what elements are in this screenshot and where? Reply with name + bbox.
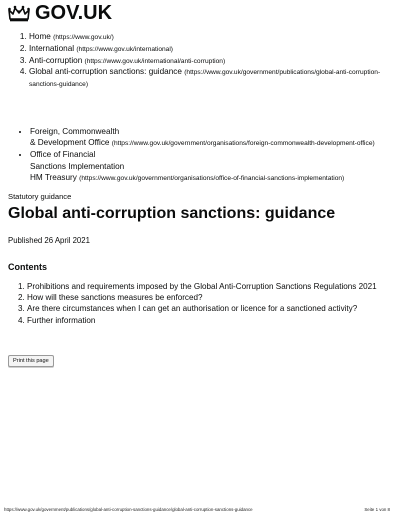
breadcrumb-item-international[interactable] xyxy=(29,44,400,56)
organisation-name-line[interactable]: & Development Office xyxy=(30,138,110,148)
breadcrumb-label[interactable]: Home xyxy=(29,32,51,41)
footer-url: https://www.gov.uk/government/publications/global-anti-corruption-sanctions-guidance/global-anti-corruption-sanctions-guidance xyxy=(4,507,253,512)
breadcrumb-url: (https://www.gov.uk/international/anti-corruption) xyxy=(84,57,226,65)
organisation-list xyxy=(16,126,400,184)
page-title: Global anti-corruption sanctions: guidance xyxy=(8,205,336,222)
print-page-button[interactable]: Print this page xyxy=(8,355,54,367)
contents-item[interactable]: 3. Are there circumstances when I can get an authorisation or licence for a sanctioned activity? xyxy=(27,303,400,314)
organisation-name-line[interactable]: • Office of Financial xyxy=(30,150,96,160)
breadcrumb-item-anti-corruption[interactable] xyxy=(29,56,400,68)
organisation-item-fcdo[interactable] xyxy=(30,126,400,149)
breadcrumb-item-guidance[interactable] xyxy=(29,67,400,91)
breadcrumb xyxy=(13,32,400,91)
published-date: Published 26 April 2021 xyxy=(8,236,90,245)
site-header xyxy=(8,1,112,25)
breadcrumb-url: (https://www.gov.uk/international) xyxy=(76,45,173,53)
breadcrumb-url: (https://www.gov.uk/) xyxy=(53,34,114,41)
organisation-name-line[interactable]: • Foreign, Commonwealth xyxy=(30,127,120,136)
breadcrumb-label[interactable]: Anti-corruption xyxy=(29,55,83,65)
organisation-url: (https://www.gov.uk/government/organisations/office-of-financial-sanctions-implementation) xyxy=(79,174,345,182)
footer-page-number: Seite 1 von 8 xyxy=(364,507,390,512)
breadcrumb-label[interactable]: Global anti-corruption sanctions: guidance xyxy=(29,67,182,77)
organisation-url: (https://www.gov.uk/government/organisations/foreign-commonwealth-development-office) xyxy=(111,140,375,148)
contents-item[interactable]: 4. Further information xyxy=(27,315,400,326)
breadcrumb-url: (https://www.gov.uk/government/publications/global-anti-corruption-sanctions-guidance) xyxy=(29,69,381,89)
document-type: Statutory guidance xyxy=(8,192,72,201)
govuk-logo-text[interactable]: GOV.UK xyxy=(35,2,113,24)
contents-item[interactable]: 2. How will these sanctions measures be enforced? xyxy=(27,292,400,303)
contents-list xyxy=(10,281,400,326)
contents-heading: Contents xyxy=(8,262,47,272)
organisation-item-ofsi[interactable] xyxy=(30,149,400,184)
organisation-name-line[interactable]: HM Treasury xyxy=(30,172,77,182)
crown-icon xyxy=(8,5,30,22)
contents-item[interactable]: 1. Prohibitions and requirements imposed by the Global Anti-Corruption Sanctions Regulations 2021 xyxy=(27,281,400,292)
breadcrumb-label[interactable]: International xyxy=(29,43,75,53)
organisation-name-line[interactable]: Sanctions Implementation xyxy=(30,161,125,171)
breadcrumb-item-home[interactable] xyxy=(29,32,400,44)
